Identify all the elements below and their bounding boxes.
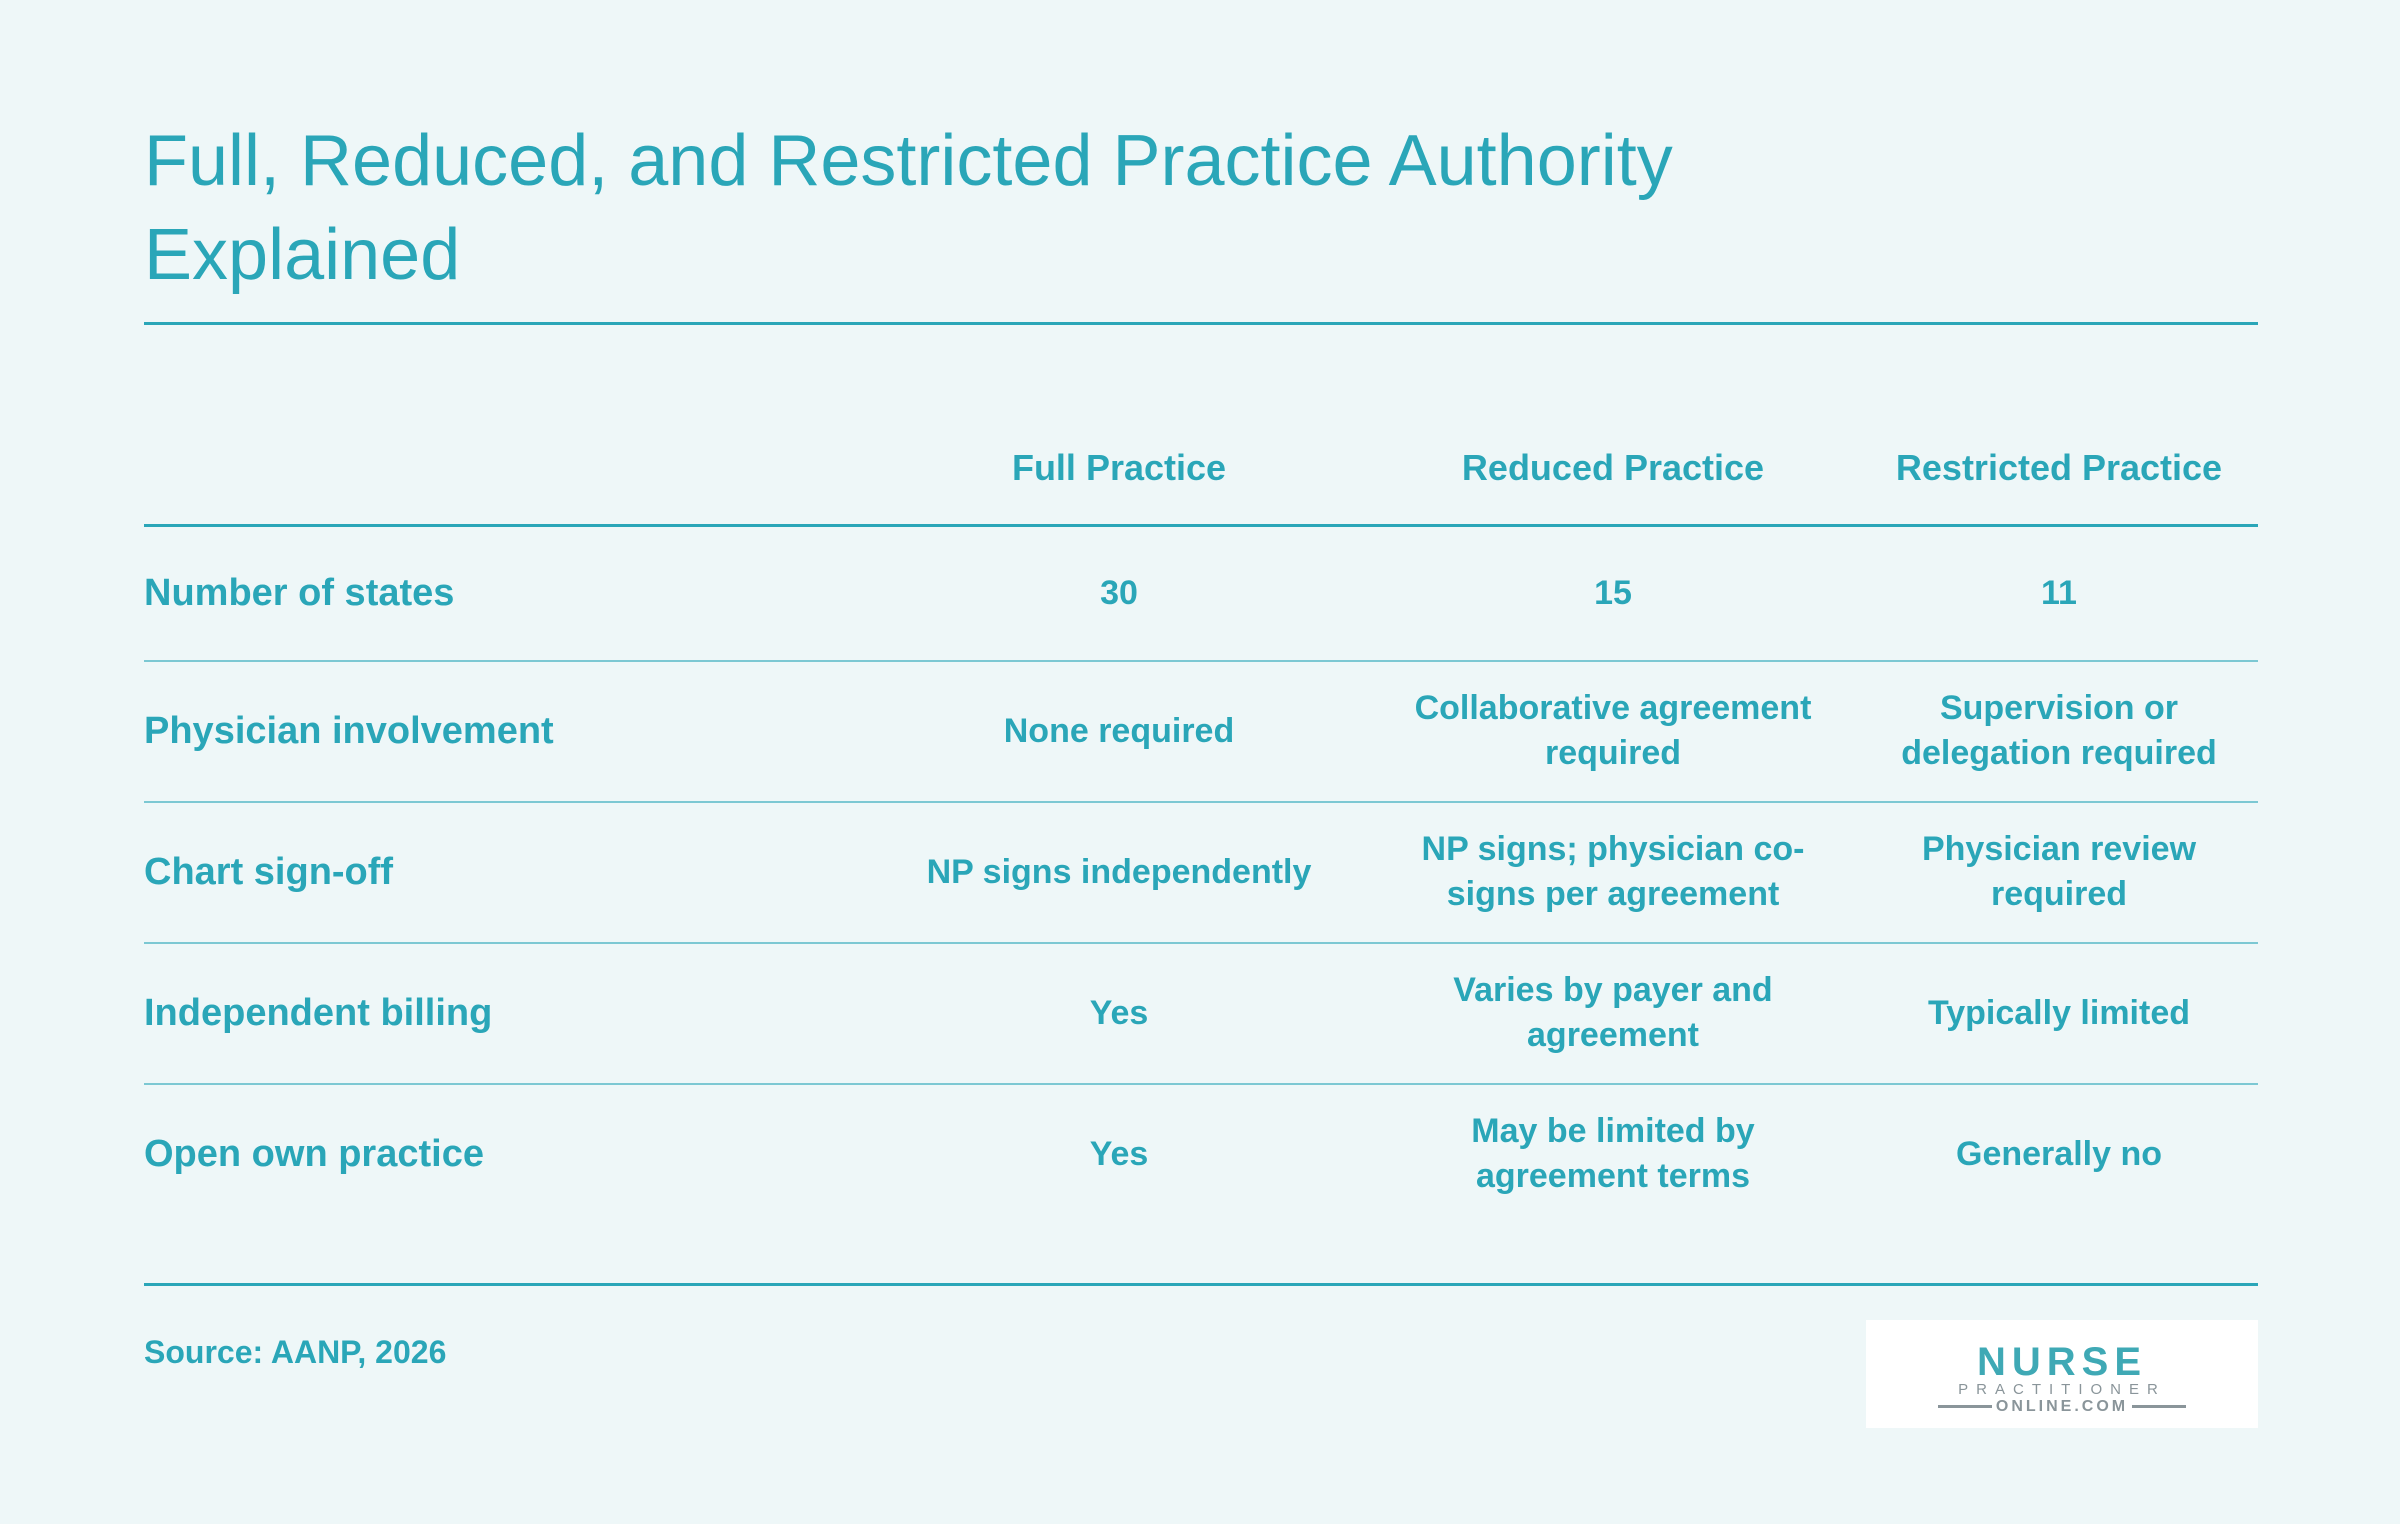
cell-text: May be limited by agreement terms bbox=[1471, 1112, 1755, 1195]
column-header-restricted-practice: Restricted Practice bbox=[1860, 412, 2258, 526]
logo-tagline-text: ONLINE.COM bbox=[1995, 1398, 2129, 1415]
logo-bar-right bbox=[2132, 1405, 2186, 1408]
logo-tagline bbox=[1866, 1398, 2258, 1416]
row-label: Number of states bbox=[144, 526, 872, 661]
source-note: Source: AANP, 2026 bbox=[144, 1334, 447, 1370]
table-cell bbox=[1366, 943, 1860, 1084]
practice-authority-table bbox=[144, 412, 2258, 1224]
column-header-empty bbox=[144, 412, 872, 526]
cell-text: 30 bbox=[1100, 573, 1138, 612]
row-label: Independent billing bbox=[144, 943, 872, 1084]
cell-text: 15 bbox=[1594, 573, 1632, 612]
cell-text: Collaborative agreement required bbox=[1414, 689, 1812, 772]
table-cell bbox=[872, 526, 1366, 661]
cell-text: Typically limited bbox=[1927, 993, 2190, 1032]
table-row bbox=[144, 802, 2258, 943]
cell-text: 11 bbox=[2041, 573, 2077, 612]
table-row bbox=[144, 943, 2258, 1084]
table-cell bbox=[872, 943, 1366, 1084]
column-header-reduced-practice: Reduced Practice bbox=[1366, 412, 1860, 526]
table-header-row bbox=[144, 412, 2258, 526]
logo-bar-left bbox=[1938, 1405, 1992, 1408]
logo-subtitle: PRACTITIONER bbox=[1958, 1381, 2166, 1398]
table-cell bbox=[1366, 802, 1860, 943]
footer-divider bbox=[144, 1283, 2258, 1286]
nurse-practitioner-online-logo bbox=[1866, 1320, 2258, 1428]
row-label: Physician involvement bbox=[144, 661, 872, 802]
cell-text: Physician review required bbox=[1921, 830, 2197, 913]
table-cell bbox=[872, 661, 1366, 802]
table-cell bbox=[872, 1084, 1366, 1224]
cell-text: None required bbox=[1003, 711, 1235, 750]
page-title: Full, Reduced, and Restricted Practice Authority Explained bbox=[144, 121, 1673, 295]
table-cell bbox=[872, 802, 1366, 943]
table-row bbox=[144, 526, 2258, 661]
page bbox=[144, 0, 2258, 1524]
cell-text: NP signs independently bbox=[926, 852, 1312, 891]
table-cell bbox=[1366, 661, 1860, 802]
cell-text: Generally no bbox=[1956, 1134, 2162, 1173]
table-cell bbox=[1366, 1084, 1860, 1224]
table-cell bbox=[1860, 802, 2258, 943]
table-cell bbox=[1860, 943, 2258, 1084]
cell-text: Yes bbox=[1089, 1134, 1149, 1173]
cell-text: Yes bbox=[1089, 993, 1149, 1032]
title-divider bbox=[144, 322, 2258, 325]
cell-text: Supervision or delegation required bbox=[1901, 689, 2217, 772]
logo-wordmark: NURSE bbox=[1976, 1340, 2148, 1384]
cell-text: Varies by payer and agreement bbox=[1453, 971, 1773, 1054]
cell-text: NP signs; physician co-signs per agreement bbox=[1421, 830, 1805, 913]
table-cell bbox=[1860, 1084, 2258, 1224]
table-row bbox=[144, 1084, 2258, 1224]
table-cell bbox=[1366, 526, 1860, 661]
table-row bbox=[144, 661, 2258, 802]
column-header-full-practice: Full Practice bbox=[872, 412, 1366, 526]
row-label: Chart sign-off bbox=[144, 802, 872, 943]
table-cell bbox=[1860, 661, 2258, 802]
table-cell bbox=[1860, 526, 2258, 661]
row-label: Open own practice bbox=[144, 1132, 484, 1175]
